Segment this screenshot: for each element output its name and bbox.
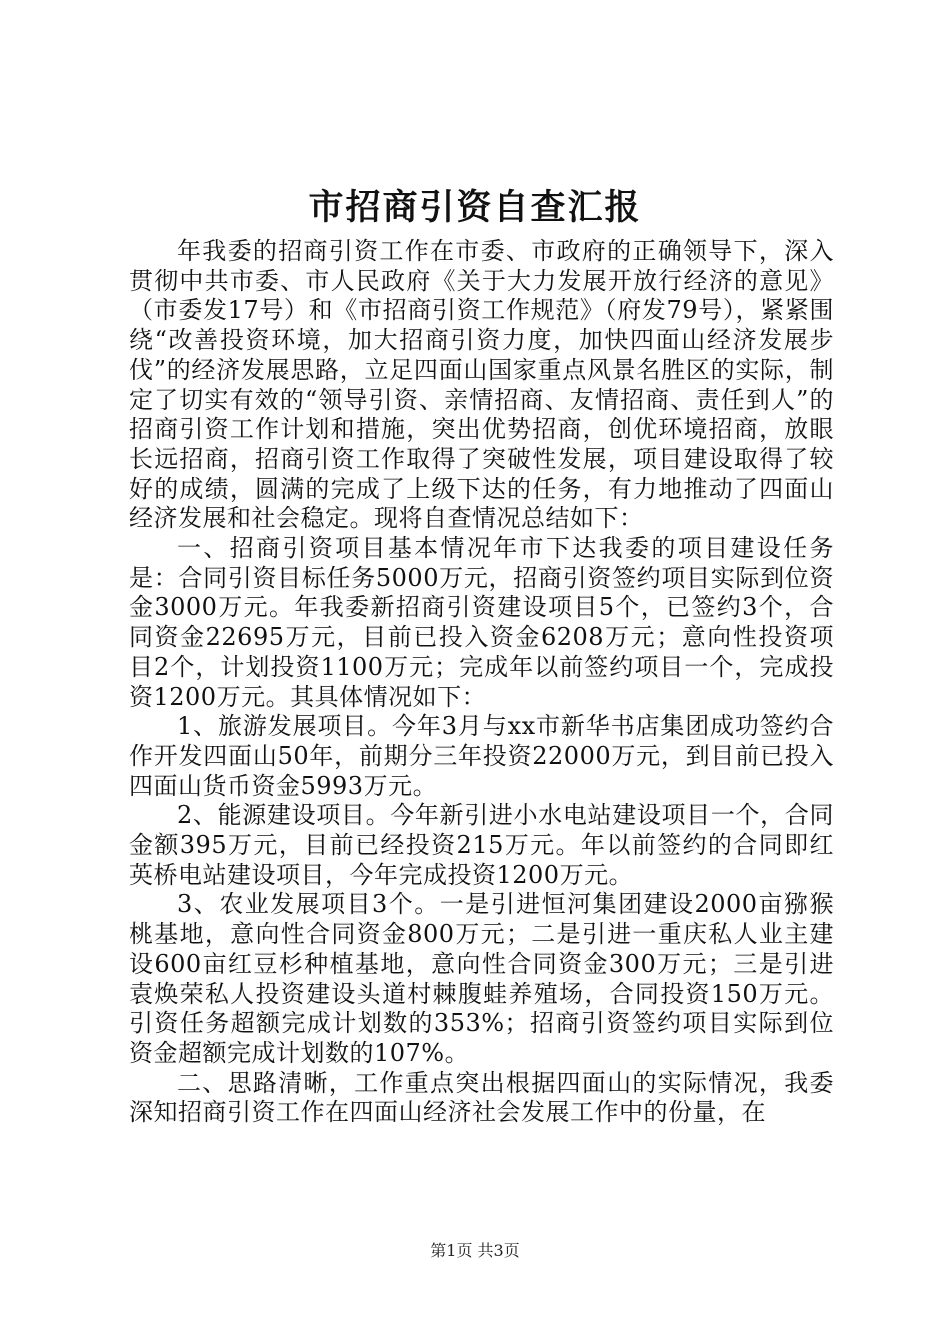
- paragraph-item-3: 3、农业发展项目3个。一是引进恒河集团建设2000亩猕猴桃基地，意向性合同资金800万元；二是引进一重庆私人业主建设600亩红豆杉种植基地，意向性合同资金300万元；三是引进袁焕荣私人投资建设头道村棘腹蛙养殖场，合同投资150万元。引资任务超额完成计划数的353%；招商引资签约项目实际到位资金超额完成计划数的107%。: [129, 890, 834, 1067]
- document-body: [129, 237, 834, 1128]
- paragraph-section-1: 一、招商引资项目基本情况年市下达我委的项目建设任务是：合同引资目标任务5000万元，招商引资签约项目实际到位资金3000万元。年我委新招商引资建设项目5个，已签约3个，合同资金22695万元，目前已投入资金6208万元；意向性投资项目2个，计划投资1100万元；完成年以前签约项目一个，完成投资1200万元。其具体情况如下：: [129, 534, 834, 711]
- paragraph-section-2: 二、思路清晰，工作重点突出根据四面山的实际情况，我委深知招商引资工作在四面山经济社会发展工作中的份量，在: [129, 1068, 834, 1127]
- paragraph-item-1: 1、旅游发展项目。今年3月与xx市新华书店集团成功签约合作开发四面山50年，前期分三年投资22000万元，到目前已投入四面山货币资金5993万元。: [129, 712, 834, 800]
- paragraph-intro: 年我委的招商引资工作在市委、市政府的正确领导下，深入贯彻中共市委、市人民政府《关于大力发展开放行经济的意见》（市委发17号）和《市招商引资工作规范》（府发79号），紧紧围绕“改善投资环境，加大招商引资力度，加快四面山经济发展步伐”的经济发展思路，立足四面山国家重点风景名胜区的实际，制定了切实有效的“领导引资、亲情招商、友情招商、责任到人”的招商引资工作计划和措施，突出优势招商，创优环境招商，放眼长远招商，招商引资工作取得了突破性发展，项目建设取得了较好的成绩，圆满的完成了上级下达的任务，有力地推动了四面山经济发展和社会稳定。现将自查情况总结如下：: [129, 237, 834, 533]
- paragraph-item-2: 2、能源建设项目。今年新引进小水电站建设项目一个，合同金额395万元，目前已经投资215万元。年以前签约的合同即红英桥电站建设项目，今年完成投资1200万元。: [129, 801, 834, 889]
- document-title: 市招商引资自查汇报: [308, 187, 642, 228]
- page-footer: 第1页 共3页: [430, 1241, 520, 1260]
